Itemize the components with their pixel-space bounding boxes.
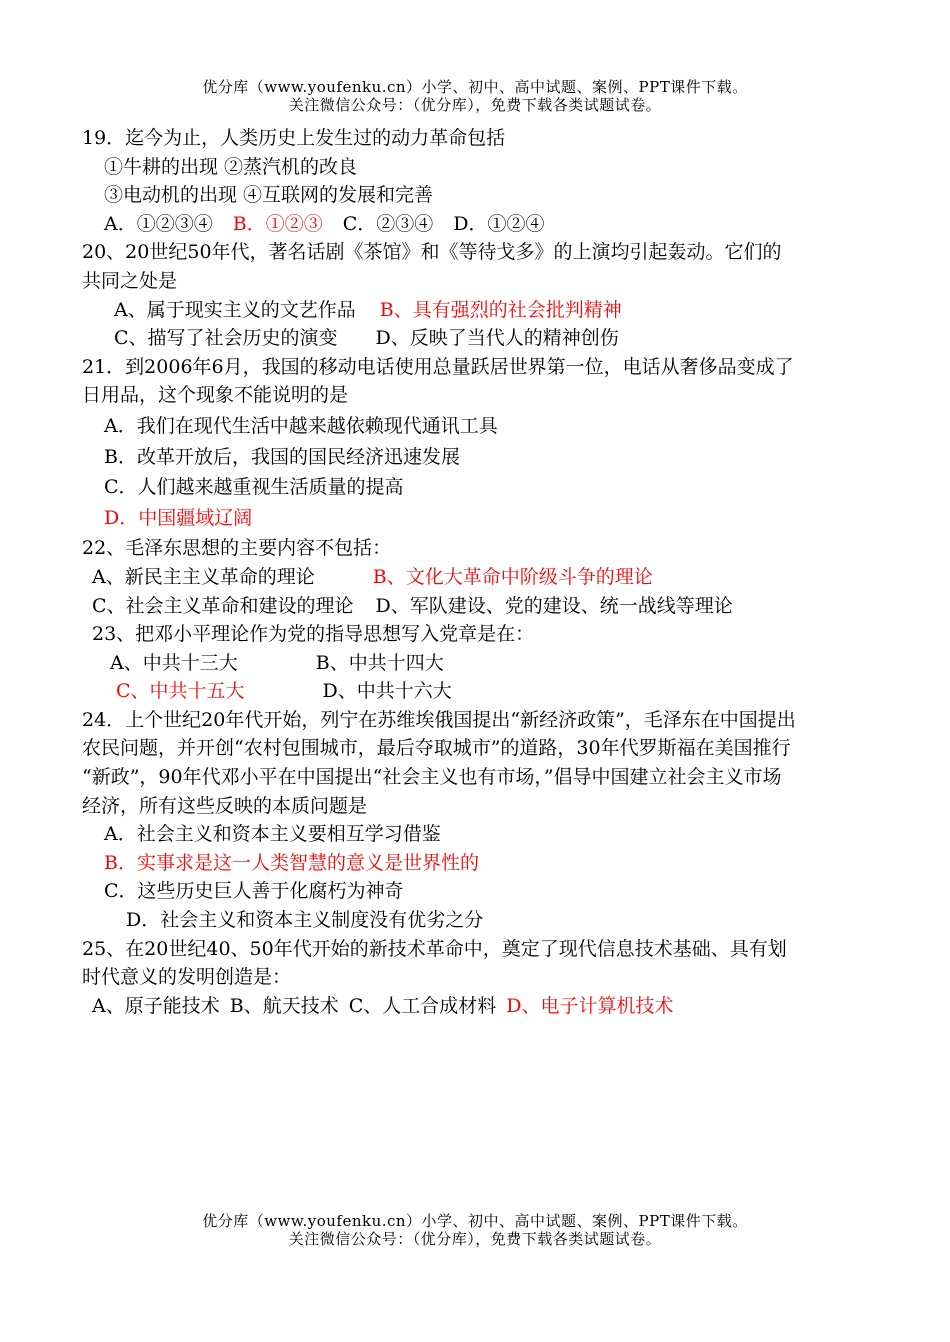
q23-options-row-2 xyxy=(82,677,902,706)
q24-option-d: D．社会主义和资本主义制度没有优劣之分 xyxy=(126,909,484,932)
q20-options-row-2 xyxy=(82,324,902,353)
q24-option-a: A．社会主义和资本主义要相互学习借鉴 xyxy=(104,823,441,846)
q23-option-a: A、中共十三大 xyxy=(110,651,238,674)
q22-option-d: D、军队建设、党的建设、统一战线等理论 xyxy=(375,594,733,617)
q21-stem-2: 日用品，这个现象不能说明的是 xyxy=(82,384,349,407)
q24-stem-1: 24．上个世纪20年代开始，列宁在苏维埃俄国提出“新经济政策”，毛泽东在中国提出 xyxy=(82,708,796,731)
q22-stem: 22、毛泽东思想的主要内容不包括： xyxy=(82,537,392,560)
q25-option-b: B、航天技术 xyxy=(229,994,339,1017)
q25-options xyxy=(82,992,902,1021)
q25-option-c: C、人工合成材料 xyxy=(348,994,497,1017)
q20-stem-2: 共同之处是 xyxy=(82,269,178,292)
page-header xyxy=(0,78,950,114)
q25-option-a: A、原子能技术 xyxy=(92,994,220,1017)
footer-line-1: 优分库（www.youfenku.cn）小学、初中、高中试题、案例、PPT课件下载。 xyxy=(202,1212,748,1230)
q24-option-c: C．这些历史巨人善于化腐朽为神奇 xyxy=(104,880,404,903)
q23-stem: 23、把邓小平理论作为党的指导思想写入党章是在： xyxy=(92,623,535,646)
q21-option-b: B．改革开放后，我国的国民经济迅速发展 xyxy=(104,445,460,468)
q21-option-d: D．中国疆域辽阔 xyxy=(104,506,253,529)
header-line-2: 关注微信公众号：（优分库），免费下载各类试题试卷。 xyxy=(288,96,662,114)
q22-option-a: A、新民主主义革命的理论 xyxy=(92,565,315,588)
q24-stem-2: 农民问题，并开创“农村包围城市，最后夺取城市”的道路，30年代罗斯福在美国推行 xyxy=(82,737,791,760)
q19-items-1: ①牛耕的出现 ②蒸汽机的改良 xyxy=(104,155,358,178)
q19-option-a: A．①②③④ xyxy=(104,212,213,235)
q20-stem-1: 20、20世纪50年代，著名话剧《茶馆》和《等待戈多》的上演均引起轰动。它们的 xyxy=(82,241,782,264)
q19-option-c: C．②③④ xyxy=(342,212,434,235)
q20-option-c: C、描写了社会历史的演变 xyxy=(114,327,338,350)
q21-option-a: A．我们在现代生活中越来越依赖现代通讯工具 xyxy=(104,414,498,437)
q20-option-b: B、具有强烈的社会批判精神 xyxy=(379,298,622,321)
q22-options-row-2 xyxy=(82,592,902,621)
q21-option-c: C．人们越来越重视生活质量的提高 xyxy=(104,476,404,499)
q22-option-b: B、文化大革命中阶级斗争的理论 xyxy=(372,565,653,588)
q25-stem-2: 时代意义的发明创造是： xyxy=(82,966,292,989)
q19-options xyxy=(82,210,902,239)
q21-stem-1: 21．到2006年6月，我国的移动电话使用总量跃居世界第一位，电话从奢侈品变成了 xyxy=(82,355,794,378)
q20-options-row-1 xyxy=(82,296,902,325)
question-list xyxy=(82,124,902,1020)
q20-option-a: A、属于现实主义的文艺作品 xyxy=(114,298,356,321)
q23-option-b: B、中共十四大 xyxy=(315,651,444,674)
q19-option-b: B．①②③ xyxy=(232,212,323,235)
q20-option-d: D、反映了当代人的精神创伤 xyxy=(375,327,619,350)
q24-stem-3: “新政”，90年代邓小平在中国提出“社会主义也有市场，”倡导中国建立社会主义市场 xyxy=(82,766,782,789)
q22-option-c: C、社会主义革命和建设的理论 xyxy=(92,594,354,617)
q19-items-2: ③电动机的出现 ④互联网的发展和完善 xyxy=(104,184,434,207)
page-footer xyxy=(0,1212,950,1248)
q22-options-row-1 xyxy=(82,563,902,592)
q23-option-d: D、中共十六大 xyxy=(322,680,452,703)
q19-option-d: D．①②④ xyxy=(453,212,545,235)
footer-line-2: 关注微信公众号：（优分库），免费下载各类试题试卷。 xyxy=(288,1230,662,1248)
q23-options-row-1 xyxy=(82,649,902,678)
q25-option-d: D、电子计算机技术 xyxy=(506,994,674,1017)
q24-option-b: B．实事求是这一人类智慧的意义是世界性的 xyxy=(104,851,479,874)
q19-stem: 19．迄今为止，人类历史上发生过的动力革命包括 xyxy=(82,127,506,149)
q25-stem-1: 25、在20世纪40、50年代开始的新技术革命中，奠定了现代信息技术基础、具有划 xyxy=(82,937,787,960)
q24-stem-4: 经济，所有这些反映的本质问题是 xyxy=(82,794,368,817)
q23-option-c: C、中共十五大 xyxy=(116,680,245,703)
header-line-1: 优分库（www.youfenku.cn）小学、初中、高中试题、案例、PPT课件下载。 xyxy=(202,78,748,96)
